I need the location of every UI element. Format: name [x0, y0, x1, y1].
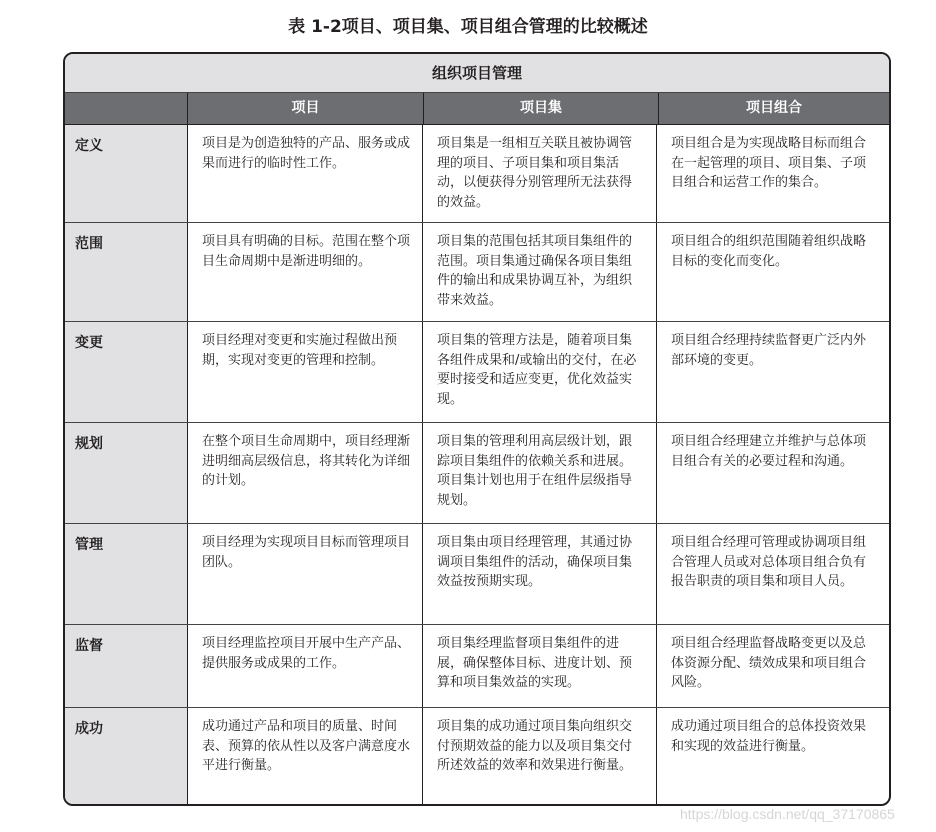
cell-program: 项目集的管理利用高层级计划，跟踪项目集组件的依赖关系和进展。项目集计划也用于在组件层级指导规划。 [422, 423, 656, 523]
cell-portfolio: 项目组合经理建立并维护与总体项目组合有关的必要过程和沟通。 [656, 423, 889, 523]
row-label: 监督 [65, 625, 187, 707]
cell-project: 项目具有明确的目标。范围在整个项目生命周期中是渐进明细的。 [187, 223, 422, 321]
watermark: https://blog.csdn.net/qq_37170865 [680, 806, 895, 822]
cell-program: 项目集的管理方法是，随着项目集各组件成果和/或输出的交付，在必要时接受和适应变更，优化效益实现。 [422, 322, 656, 422]
table-row-planning [65, 423, 889, 524]
cell-program: 项目集经理监督项目集组件的进展，确保整体目标、进度计划、预算和项目集效益的实现。 [422, 625, 656, 707]
cell-portfolio: 成功通过项目组合的总体投资效果和实现的效益进行衡量。 [656, 708, 889, 806]
row-label: 成功 [65, 708, 187, 806]
column-header-portfolio: 项目组合 [658, 93, 889, 124]
row-label: 管理 [65, 524, 187, 624]
cell-program: 项目集的范围包括其项目集组件的范围。项目集通过确保各项目集组件的输出和成果协调互补，为组织带来效益。 [422, 223, 656, 321]
table-row-definition [65, 125, 889, 223]
cell-project: 项目经理对变更和实施过程做出预期，实现对变更的管理和控制。 [187, 322, 422, 422]
cell-project: 在整个项目生命周期中，项目经理渐进明细高层级信息，将其转化为详细的计划。 [187, 423, 422, 523]
cell-program: 项目集的成功通过项目集向组织交付预期效益的能力以及项目集交付所述效益的效率和效果进行衡量。 [422, 708, 656, 806]
table-header-row [65, 93, 889, 125]
cell-portfolio: 项目组合是为实现战略目标而组合在一起管理的项目、项目集、子项目组合和运营工作的集合。 [656, 125, 889, 222]
table-row-change [65, 322, 889, 423]
row-label: 规划 [65, 423, 187, 523]
cell-project: 成功通过产品和项目的质量、时间表、预算的依从性以及客户满意度水平进行衡量。 [187, 708, 422, 806]
cell-portfolio: 项目组合经理可管理或协调项目组合管理人员或对总体项目组合负有报告职责的项目集和项目人员。 [656, 524, 889, 624]
cell-project: 项目经理为实现项目目标而管理项目团队。 [187, 524, 422, 624]
cell-program: 项目集由项目经理管理，其通过协调项目集组件的活动，确保项目集效益按预期实现。 [422, 524, 656, 624]
cell-portfolio: 项目组合经理监督战略变更以及总体资源分配、绩效成果和项目组合风险。 [656, 625, 889, 707]
cell-project: 项目经理监控项目开展中生产产品、提供服务或成果的工作。 [187, 625, 422, 707]
table-caption: 表 1-2项目、项目集、项目组合管理的比较概述 [288, 17, 648, 37]
comparison-table [63, 52, 891, 806]
cell-portfolio: 项目组合经理持续监督更广泛内外部环境的变更。 [656, 322, 889, 422]
column-header-project: 项目 [187, 93, 423, 124]
column-header-empty [65, 93, 187, 124]
table-row-success [65, 708, 889, 806]
table-row-scope [65, 223, 889, 322]
table-band-title: 组织项目管理 [65, 54, 889, 93]
row-label: 定义 [65, 125, 187, 222]
row-label: 变更 [65, 322, 187, 422]
table-row-monitoring [65, 625, 889, 708]
row-label: 范围 [65, 223, 187, 321]
column-header-program: 项目集 [423, 93, 658, 124]
cell-project: 项目是为创造独特的产品、服务或成果而进行的临时性工作。 [187, 125, 422, 222]
table-row-management [65, 524, 889, 625]
cell-program: 项目集是一组相互关联且被协调管理的项目、子项目集和项目集活动，以便获得分别管理所无法获得的效益。 [422, 125, 656, 222]
cell-portfolio: 项目组合的组织范围随着组织战略目标的变化而变化。 [656, 223, 889, 321]
